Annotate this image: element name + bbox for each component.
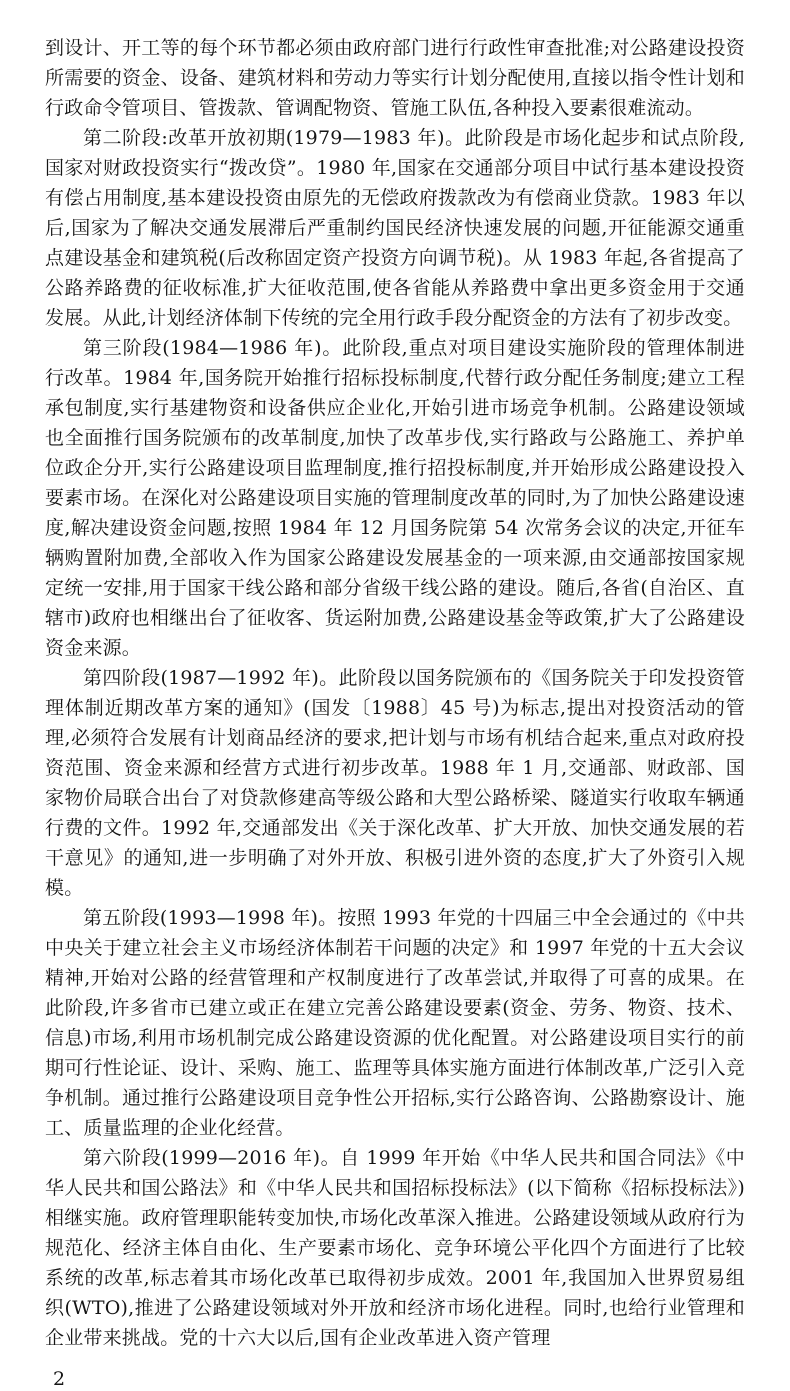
paragraph-stage-2: 第二阶段:改革开放初期(1979—1983 年)。此阶段是市场化起步和试点阶段,国家对财政投资实行“拨改贷”。1980 年,国家在交通部分项目中试行基本建设投资有偿占用制度,基本建设投资由原先的无偿政府拨款改为有偿商业贷款。1983 年以后,国家为了解决交通发展滞后严重制约国民经济快速发展的问题,开征能源交通重点建设基金和建筑税(后改称固定资产投资方向调节税)。从 1983 年起,各省提高了公路养路费的征收标准,扩大征收范围,使各省能从养路费中拿出更多资金用于交通发展。从此,计划经济体制下传统的完全用行政手段分配资金的方法有了初步改变。 xyxy=(45,127,745,329)
paragraph-stage-6: 第六阶段(1999—2016 年)。自 1999 年开始《中华人民共和国合同法》《中华人民共和国公路法》和《中华人民共和国招标投标法》(以下简称《招标投标法》)相继实施。政府管理职能转变加快,市场化改革深入推进。公路建设领域从政府行为规范化、经济主体自由化、生产要素市场化、竞争环境公平化四个方面进行了比较系统的改革,标志着其市场化改革已取得初步成效。2001 年,我国加入世界贸易组织(WTO),推进了公路建设领域对外开放和经济市场化进程。同时,也给行业管理和企业带来挑战。党的十六大以后,国有企业改革进入资产管理 xyxy=(45,1147,745,1349)
paragraph-stage-4: 第四阶段(1987—1992 年)。此阶段以国务院颁布的《国务院关于印发投资管理体制近期改革方案的通知》(国发〔1988〕45 号)为标志,提出对投资活动的管理,必须符合发展有计划商品经济的要求,把计划与市场有机结合起来,重点对政府投资范围、资金来源和经营方式进行初步改革。1988 年 1 月,交通部、财政部、国家物价局联合出台了对贷款修建高等级公路和大型公路桥梁、隧道实行收取车辆通行费的文件。1992 年,交通部发出《关于深化改革、扩大开放、加快交通发展的若干意见》的通知,进一步明确了对外开放、积极引进外资的态度,扩大了外资引入规模。 xyxy=(45,667,745,899)
paragraph-stage-5: 第五阶段(1993—1998 年)。按照 1993 年党的十四届三中全会通过的《中共中央关于建立社会主义市场经济体制若干问题的决定》和 1997 年党的十五大会议精神,开始对公路的经营管理和产权制度进行了改革尝试,并取得了可喜的成果。在此阶段,许多省市已建立或正在建立完善公路建设要素(资金、劳务、物资、技术、信息)市场,利用市场机制完成公路建设资源的优化配置。对公路建设项目实行的前期可行性论证、设计、采购、施工、监理等具体实施方面进行体制改革,广泛引入竞争机制。通过推行公路建设项目竞争性公开招标,实行公路咨询、公路勘察设计、施工、质量监理的企业化经营。 xyxy=(45,907,745,1139)
paragraph-continuation: 到设计、开工等的每个环节都必须由政府部门进行行政性审查批准;对公路建设投资所需要的资金、设备、建筑材料和劳动力等实行计划分配使用,直接以指令性计划和行政命令管项目、管拨款、管调配物资、管施工队伍,各种投入要素很难流动。 xyxy=(45,37,745,119)
body-text xyxy=(45,33,745,1353)
page-number: 2 xyxy=(53,1368,66,1390)
paragraph-stage-3: 第三阶段(1984—1986 年)。此阶段,重点对项目建设实施阶段的管理体制进行改革。1984 年,国务院开始推行招标投标制度,代替行政分配任务制度;建立工程承包制度,实行基建物资和设备供应企业化,开始引进市场竞争机制。公路建设领域也全面推行国务院颁布的改革制度,加快了改革步伐,实行路政与公路施工、养护单位政企分开,实行公路建设项目监理制度,推行招投标制度,并开始形成公路建设投入要素市场。在深化对公路建设项目实施的管理制度改革的同时,为了加快公路建设速度,解决建设资金问题,按照 1984 年 12 月国务院第 54 次常务会议的决定,开征车辆购置附加费,全部收入作为国家公路建设发展基金的一项来源,由交通部按国家规定统一安排,用于国家干线公路和部分省级干线公路的建设。随后,各省(自治区、直辖市)政府也相继出台了征收客、货运附加费,公路建设基金等政策,扩大了公路建设资金来源。 xyxy=(45,337,745,659)
